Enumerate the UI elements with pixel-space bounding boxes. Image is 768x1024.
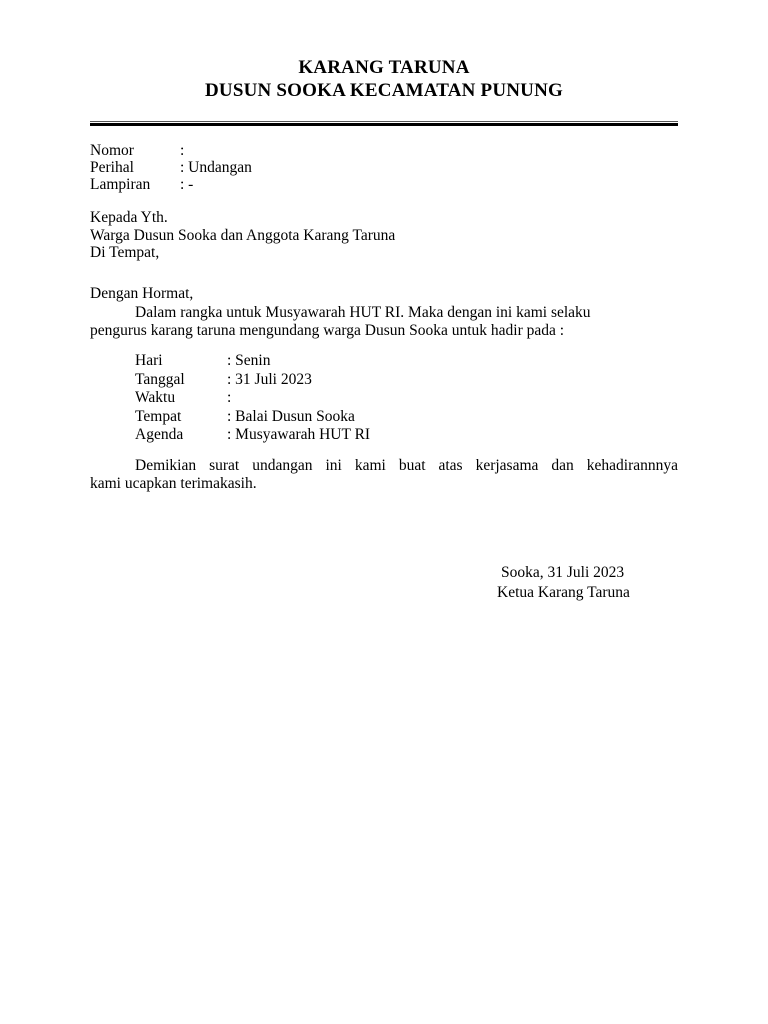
meta-value: : - [180,176,194,193]
signature-title: Ketua Karang Taruna [497,584,630,601]
closing-line-2: kami ucapkan terimakasih. [90,475,257,492]
detail-value: : Balai Dusun Sooka [227,407,355,425]
divider-thick-line [90,123,678,126]
recipient-name: Warga Dusun Sooka dan Anggota Karang Taruna [90,226,396,244]
organization-address: DUSUN SOOKA KECAMATAN PUNUNG [205,80,563,101]
signature-block [497,564,630,604]
meta-label: Nomor [90,142,134,159]
meta-label: Lampiran [90,176,151,193]
closing-paragraph [90,457,678,493]
closing-line-1: Demikian surat undangan ini kami buat atas kerjasama dan kehadirannnya [135,457,678,474]
detail-label: Waktu [135,389,176,406]
letterhead [90,56,678,102]
greeting: Dengan Hormat, [90,285,194,302]
organization-name: KARANG TARUNA [298,57,470,78]
detail-label: Tanggal [135,370,185,388]
letterhead-divider [90,121,678,126]
letter-body [90,285,678,341]
body-paragraph-line-1: Dalam rangka untuk Musyawarah HUT RI. Maka dengan ini kami selaku [135,303,591,321]
detail-value: : Musyawarah HUT RI [227,426,371,443]
meta-value: : Undangan [180,159,252,176]
detail-label: Agenda [135,426,184,443]
recipient-location: Di Tempat, [90,244,160,261]
detail-value: : 31 Juli 2023 [227,370,312,388]
meta-value: : [180,142,185,159]
recipient-salutation: Kepada Yth. [90,209,168,226]
detail-value: : Senin [227,352,271,369]
meta-label: Perihal [90,159,134,176]
signature-place-date: Sooka, 31 Juli 2023 [501,564,625,581]
detail-label: Hari [135,352,163,369]
detail-value: : [227,389,232,406]
detail-label: Tempat [135,407,182,425]
body-paragraph-line-2: pengurus karang taruna mengundang warga Dusun Sooka untuk hadir pada : [90,322,565,339]
recipient-block [90,209,395,262]
